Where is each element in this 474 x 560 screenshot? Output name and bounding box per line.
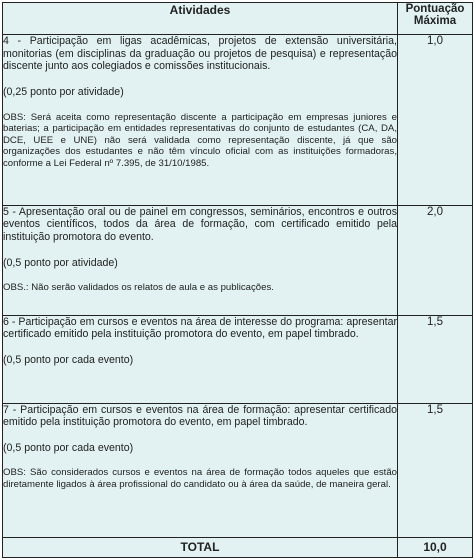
table-row xyxy=(3,315,473,403)
activity-obs: OBS.: Não serão validados os relatos de aula e as publicações. xyxy=(3,282,274,294)
total-row xyxy=(3,537,473,557)
activity-score: 2,0 xyxy=(398,205,473,315)
table-row xyxy=(3,403,473,537)
max-score-column-header xyxy=(398,3,473,35)
activity-score: 1,0 xyxy=(398,35,473,206)
scoring-table xyxy=(2,2,473,558)
table-row xyxy=(3,35,473,206)
activity-description: 7 - Participação em cursos e eventos na área de formação: apresentar certificado emitido pela instituição promotora do evento, em papel timbrado. xyxy=(3,403,397,429)
total-value: 10,0 xyxy=(398,537,473,557)
table-header-row xyxy=(3,3,473,35)
activity-description: 4 - Participação em ligas acadêmicas, projetos de extensão universitária, monitorias (em disciplinas da graduação ou projetos de pesquisa) e representação discente junto aos colegiados e comissões institucionais. xyxy=(3,35,397,73)
activity-obs: OBS: São considerados cursos e eventos na área de formação todos aqueles que estão diretamente ligados à área profissional do candidato ou à área da saúde, de maneira geral. xyxy=(3,467,397,490)
activity-obs: OBS: Será aceita como representação discente a participação em empresas juniores e baterias; a participação em entidades representativas do conjunto de estudantes (CA, DA, DCE, UEE e UNE) não será validada como representação discente, já que são organizações dos estudantes e não têm vínculo oficial com as instituições formadoras, conforme a Lei Federal nº 7.395, de 31/10/1985. xyxy=(3,111,397,170)
activity-cell xyxy=(3,403,398,537)
activity-points: (0,5 ponto por cada evento) xyxy=(3,353,134,366)
activity-points: (0,5 ponto por cada evento) xyxy=(3,441,134,454)
activities-column-header: Atividades xyxy=(3,3,398,35)
table-row xyxy=(3,205,473,315)
activity-points: (0,25 ponto por atividade) xyxy=(3,86,124,99)
activity-cell xyxy=(3,205,398,315)
activity-description: 5 - Apresentação oral ou de painel em congressos, seminários, encontros e outros eventos científicos, todos da área de formação, com certificado emitido pela instituição promotora do evento. xyxy=(3,205,397,243)
total-label: TOTAL xyxy=(3,537,398,557)
activity-points: (0,5 ponto por atividade) xyxy=(3,256,118,269)
activity-score: 1,5 xyxy=(398,315,473,403)
max-score-header-line2: Máxima xyxy=(413,15,457,27)
activity-description: 6 - Participação em cursos e eventos na área de interesse do programa: apresentar certificado emitido pela instituição promotora do evento, em papel timbrado. xyxy=(3,315,397,341)
max-score-header-line1: Pontuação xyxy=(405,3,465,15)
activity-score: 1,5 xyxy=(398,403,473,537)
activity-cell xyxy=(3,35,398,206)
activity-cell xyxy=(3,315,398,403)
